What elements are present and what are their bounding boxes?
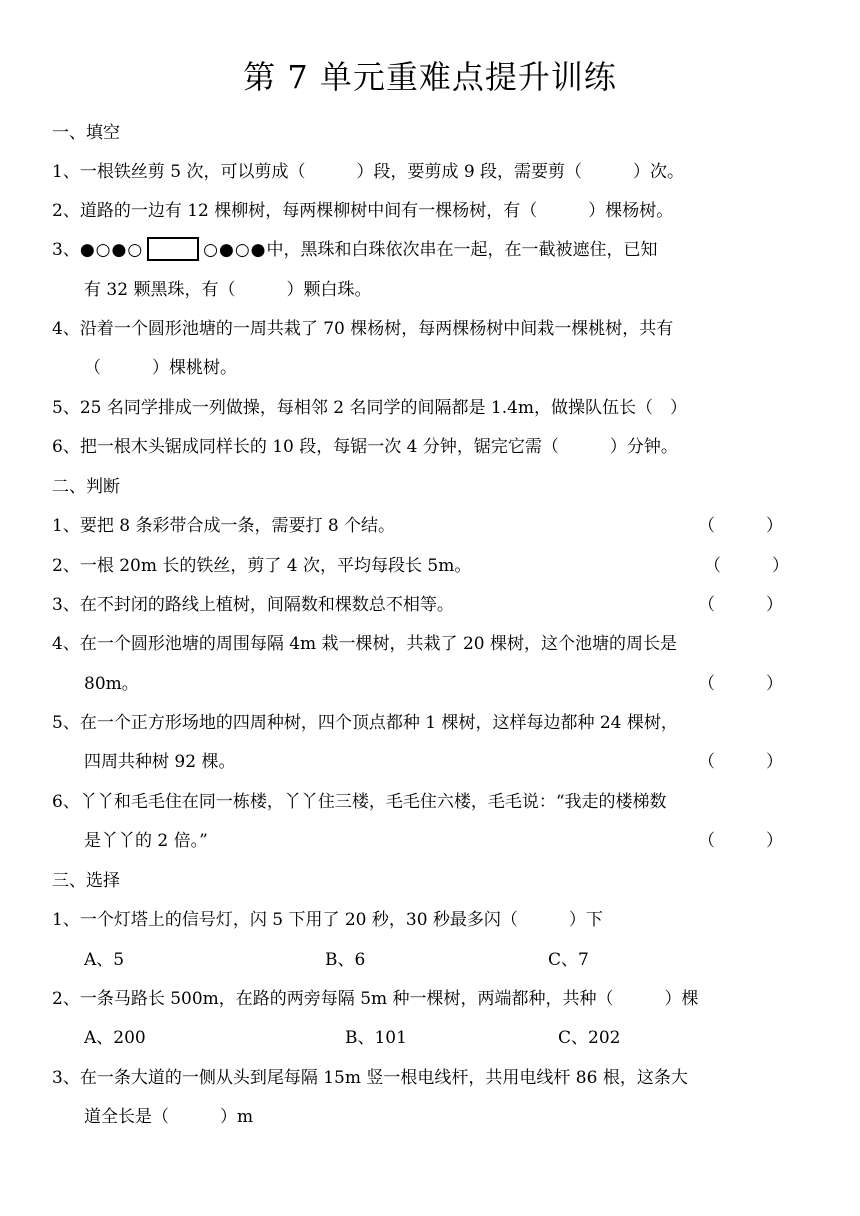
judge-question-6-continued: 是丫丫的 2 倍。” [84,831,208,851]
judge-answer-3: （ ） [698,595,783,615]
judge-question-4: 4、在一个圆形池塘的周围每隔 4m 栽一棵树，共栽了 20 棵树，这个池塘的周长是 [52,634,677,654]
fill-question-3-text: 中，黑珠和白珠依次串在一起，在一截被遮住，已知 [266,240,658,260]
fill-question-6: 6、把一根木头锯成同样长的 10 段，每锯一次 4 分钟，锯完它需（ ）分钟。 [52,437,678,457]
judge-answer-4: （ ） [698,674,783,694]
judge-answer-5: （ ） [698,752,783,772]
section-judge-heading: 二、判断 [52,477,120,497]
judge-answer-1: （ ） [698,516,783,536]
beads-right: ○●○● [203,240,267,260]
page-title: 第 7 单元重难点提升训练 [243,58,617,96]
choice-1-option-b: B、6 [325,950,366,970]
choice-question-2: 2、一条马路长 500m，在路的两旁每隔 5m 种一棵树，两端都种，共种（ ）棵 [52,989,699,1009]
choice-2-option-b: B、101 [345,1028,407,1048]
judge-question-4-continued: 80m。 [84,674,139,694]
judge-answer-6: （ ） [698,831,783,851]
section-choice-heading: 三、选择 [52,871,120,891]
choice-1-option-c: C、7 [548,950,589,970]
judge-question-5: 5、在一个正方形场地的四周种树，四个顶点都种 1 棵树，这样每边都种 24 棵树， [52,713,678,733]
fill-question-4-continued: （ ）棵桃树。 [84,358,237,378]
fill-question-3-number: 3、 [52,240,80,260]
fill-question-1: 1、一根铁丝剪 5 次，可以剪成（ ）段，要剪成 9 段，需要剪（ ）次。 [52,162,685,182]
fill-question-2: 2、道路的一边有 12 棵柳树，每两棵柳树中间有一棵杨树，有（ ）棵杨树。 [52,201,674,221]
choice-question-1: 1、一个灯塔上的信号灯，闪 5 下用了 20 秒，30 秒最多闪（ ）下 [52,910,603,930]
fill-question-3-continued: 有 32 颗黑珠，有（ ）颗白珠。 [84,280,372,300]
judge-question-3: 3、在不封闭的路线上植树，间隔数和棵数总不相等。 [52,595,454,615]
choice-2-option-a: A、200 [84,1028,146,1048]
judge-question-6: 6、丫丫和毛毛住在同一栋楼，丫丫住三楼，毛毛住六楼，毛毛说：“我走的楼梯数 [52,792,667,812]
judge-question-1: 1、要把 8 条彩带合成一条，需要打 8 个结。 [52,516,396,536]
choice-2-option-c: C、202 [558,1028,621,1048]
judge-question-5-continued: 四周共种树 92 棵。 [84,752,236,772]
choice-question-3-continued: 道全长是（ ）m [84,1107,254,1127]
judge-question-2: 2、一根 20m 长的铁丝，剪了 4 次，平均每段长 5m。 [52,556,472,576]
choice-1-option-a: A、5 [84,950,125,970]
hidden-beads-box [147,237,199,261]
choice-question-3: 3、在一条大道的一侧从头到尾每隔 15m 竖一根电线杆，共用电线杆 86 根，这条大 [52,1068,688,1088]
fill-question-5: 5、25 名同学排成一列做操，每相邻 2 名同学的间隔都是 1.4m，做操队伍长（ ） [52,398,688,418]
judge-answer-2: （ ） [704,556,789,576]
fill-question-3 [52,236,658,264]
fill-question-4: 4、沿着一个圆形池塘的一周共栽了 70 棵杨树，每两棵杨树中间栽一棵桃树，共有 [52,319,674,339]
section-fill-heading: 一、填空 [52,123,120,143]
beads-left: ●○●○ [79,240,144,260]
